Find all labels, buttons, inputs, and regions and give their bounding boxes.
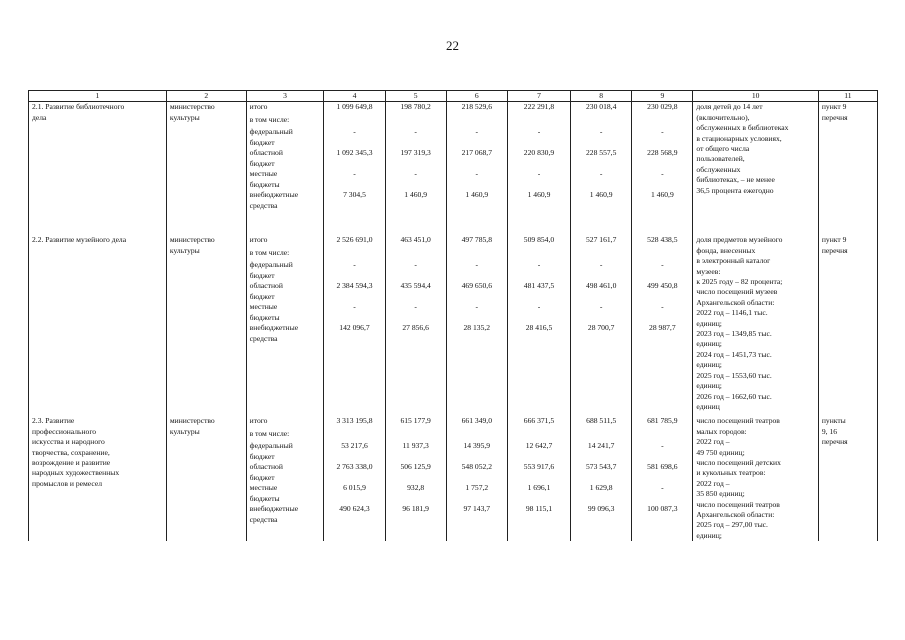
funding-amount: 1 099 649,8: [336, 102, 373, 112]
funding-amount: [635, 115, 689, 127]
funding-amount: 581 698,6: [647, 462, 678, 472]
list-reference-line: пункт 9: [821, 102, 847, 112]
funding-amount-column: [571, 102, 632, 212]
funding-source-line: итого: [249, 416, 268, 426]
funding-source-label: [250, 462, 321, 483]
funding-amount: 527 161,7: [586, 235, 617, 245]
funding-amount-column: [324, 235, 385, 412]
funding-amount: -: [475, 260, 479, 270]
funding-amount: 666 371,5: [523, 416, 555, 426]
funding-amount: 53 217,6: [341, 441, 368, 451]
funding-source-label: [250, 115, 321, 127]
target-indicator-line: единиц: [696, 401, 720, 411]
table-row: [29, 102, 878, 212]
column-number-header: 5: [385, 91, 446, 102]
funding-source-label: [250, 260, 321, 281]
funding-amount: 6 015,9: [343, 483, 366, 493]
target-indicator-line: Архангельской области:: [696, 297, 775, 307]
column-number-header: 9: [632, 91, 693, 102]
funding-amount: [574, 429, 628, 441]
activity-name-line: искусства и народного: [32, 437, 105, 447]
activity-name-line: промыслов и ремесел: [32, 478, 102, 488]
column-number-header: 7: [507, 91, 570, 102]
funding-amount: 28 135,2: [463, 323, 491, 333]
list-reference-line: перечня: [821, 437, 848, 447]
column-number-header: 3: [246, 91, 324, 102]
spacer-cell: [693, 211, 818, 235]
column-number-header: 1: [29, 91, 167, 102]
funding-source-line: областной: [249, 462, 283, 472]
funding-amount: 1 696,1: [527, 483, 551, 493]
funding-amount: 681 785,9: [647, 416, 678, 426]
activity-name: [29, 102, 167, 212]
funding-amount-column: [507, 416, 570, 541]
activity-name-line: народных художественных: [32, 468, 120, 478]
funding-source-line: областной: [249, 281, 283, 291]
funding-source-line: бюджет: [249, 472, 275, 482]
funding-amount: 12 642,7: [525, 441, 553, 451]
funding-amount: -: [661, 169, 664, 179]
page-number: 22: [446, 38, 459, 53]
funding-amount: 28 987,7: [649, 323, 676, 333]
funding-amount-column: [632, 416, 693, 541]
funding-amount: 28 416,5: [525, 323, 553, 333]
funding-amount: -: [475, 302, 479, 312]
spacer-cell: [246, 211, 324, 235]
funding-source-label: [250, 190, 321, 211]
funding-amount: 1 460,9: [589, 190, 613, 200]
funding-source-line: федеральный: [249, 260, 293, 270]
activity-name: [29, 235, 167, 412]
list-reference: [818, 235, 877, 412]
funding-source-line: федеральный: [249, 127, 293, 137]
funding-amount: -: [661, 483, 664, 493]
funding-amount: 222 291,8: [523, 102, 555, 112]
funding-source-cell: [246, 416, 324, 541]
target-indicator-line: 2025 год – 297,00 тыс.: [696, 520, 768, 530]
activity-name-line: 2.1. Развитие библиотечного: [32, 102, 125, 112]
funding-amount: [327, 115, 381, 127]
funding-amount: 228 568,9: [647, 148, 678, 158]
funding-amount: 1 460,9: [527, 190, 551, 200]
funding-amount: 688 511,5: [586, 416, 617, 426]
list-reference: [818, 102, 877, 212]
funding-source-label: [250, 148, 321, 169]
funding-source-label: [250, 416, 321, 429]
funding-amount: [389, 429, 443, 441]
funding-amount: 2 384 594,3: [336, 281, 373, 291]
funding-amount: [511, 429, 567, 441]
spacer-cell: [29, 211, 167, 235]
column-number-header: 8: [571, 91, 632, 102]
funding-source-line: внебюджетные: [249, 504, 299, 514]
funding-amount: 1 757,2: [465, 483, 489, 493]
target-indicator-line: Архангельской области:: [696, 509, 775, 519]
target-indicator-line: (включительно),: [696, 112, 750, 122]
funding-amount: 1 092 345,3: [336, 148, 373, 158]
funding-amount: -: [537, 302, 541, 312]
funding-amount: -: [475, 127, 479, 137]
spacer-cell: [324, 211, 385, 235]
funding-amount: 932,8: [407, 483, 425, 493]
executor-line: культуры: [169, 112, 200, 122]
target-indicator: [693, 102, 818, 212]
funding-amount: [635, 429, 689, 441]
funding-amount: 661 349,0: [461, 416, 492, 426]
funding-amount: 573 543,7: [586, 462, 617, 472]
target-indicator-line: 2026 год – 1662,60 тыс.: [696, 391, 772, 401]
funding-source-line: местные: [249, 483, 278, 493]
funding-amount: 96 181,9: [402, 504, 429, 514]
target-indicator-line: 36,5 процента ежегодно: [696, 185, 774, 195]
funding-source-line: в том числе:: [249, 115, 290, 125]
spacer-cell: [166, 211, 246, 235]
target-indicator-line: единиц;: [696, 318, 722, 328]
funding-amount: 435 594,4: [400, 281, 431, 291]
target-indicator-line: доля детей до 14 лет: [696, 102, 763, 112]
funding-source-label: [250, 504, 321, 525]
activity-name-line: 2.3. Развитие: [32, 416, 75, 426]
funding-amount: [450, 115, 504, 127]
target-indicator-line: 2023 год – 1349,85 тыс.: [696, 329, 772, 339]
list-reference-line: пункт 9: [821, 235, 847, 245]
funding-source-line: внебюджетные: [249, 323, 299, 333]
column-number-header: 6: [446, 91, 507, 102]
target-indicator-line: 49 750 единиц;: [696, 447, 745, 457]
funding-source-line: средства: [249, 514, 278, 524]
funding-amount: 499 450,8: [647, 281, 678, 291]
funding-amount: 2 763 338,0: [336, 462, 373, 472]
funding-source-line: бюджет: [249, 158, 275, 168]
target-indicator-line: обслуженных: [696, 164, 741, 174]
funding-amount: 528 438,5: [647, 235, 678, 245]
funding-amount-column: [324, 416, 385, 541]
budget-table-container: [28, 90, 878, 541]
executor: [166, 416, 246, 541]
target-indicator-line: 2024 год – 1451,73 тыс.: [696, 349, 772, 359]
target-indicator-line: число посещений детских: [696, 457, 781, 467]
funding-amount: 506 125,9: [400, 462, 431, 472]
funding-source-cell: [246, 235, 324, 412]
target-indicator-line: единиц;: [696, 339, 722, 349]
spacer-cell: [446, 211, 507, 235]
target-indicator-line: 2022 год –: [696, 437, 730, 447]
funding-amount: -: [599, 127, 603, 137]
funding-amount: 230 018,4: [586, 102, 617, 112]
funding-amount: 498 461,0: [586, 281, 617, 291]
funding-amount: -: [537, 169, 541, 179]
funding-source-line: итого: [249, 102, 268, 112]
target-indicator-line: музеев:: [696, 266, 721, 276]
funding-amount-column: [385, 235, 446, 412]
funding-amount-column: [507, 102, 570, 212]
funding-source-label: [250, 102, 321, 115]
target-indicator-line: единиц;: [696, 530, 722, 540]
funding-source-line: бюджет: [249, 291, 275, 301]
target-indicator-line: и кукольных театров:: [696, 468, 766, 478]
funding-amount: 3 313 195,8: [336, 416, 373, 426]
funding-amount: [574, 248, 628, 260]
target-indicator-line: к 2025 году – 82 процента;: [696, 277, 783, 287]
executor: [166, 235, 246, 412]
funding-source-label: [250, 235, 321, 248]
funding-amount: 197 319,3: [400, 148, 431, 158]
funding-amount: [327, 429, 381, 441]
target-indicator-line: пользователей,: [696, 154, 745, 164]
spacer-cell: [507, 211, 570, 235]
activity-name-line: творчества, сохранение,: [32, 447, 110, 457]
funding-source-line: бюджет: [249, 451, 275, 461]
funding-amount: [511, 248, 567, 260]
funding-amount: 28 700,7: [587, 323, 615, 333]
funding-source-label: [250, 483, 321, 504]
funding-amount: -: [353, 302, 356, 312]
target-indicator-line: 2025 год – 1553,60 тыс.: [696, 370, 772, 380]
target-indicator: [693, 235, 818, 412]
funding-source-label: [250, 248, 321, 260]
funding-amount-column: [446, 235, 507, 412]
funding-amount: -: [414, 302, 417, 312]
funding-amount: 469 650,6: [461, 281, 492, 291]
funding-amount: 217 068,7: [461, 148, 492, 158]
funding-amount-column: [385, 416, 446, 541]
funding-source-label: [250, 302, 321, 323]
funding-source-line: в том числе:: [249, 248, 290, 258]
funding-amount-column: [385, 102, 446, 212]
funding-amount: -: [414, 169, 417, 179]
funding-amount: [389, 248, 443, 260]
funding-amount: -: [661, 441, 664, 451]
spacer-cell: [632, 211, 693, 235]
funding-amount: 100 087,3: [647, 504, 678, 514]
funding-amount: 548 052,2: [461, 462, 492, 472]
funding-amount: 97 143,7: [463, 504, 491, 514]
funding-amount: -: [661, 302, 664, 312]
funding-amount: 1 460,9: [650, 190, 674, 200]
column-number-header: 11: [818, 91, 877, 102]
funding-source-line: внебюджетные: [249, 190, 299, 200]
executor-line: министерство: [169, 102, 215, 112]
funding-amount: 1 629,8: [589, 483, 613, 493]
funding-amount: 1 460,9: [465, 190, 489, 200]
funding-amount: -: [537, 127, 541, 137]
target-indicator-line: в электронный каталог: [696, 256, 771, 266]
spacer-cell: [818, 211, 877, 235]
funding-amount: [511, 115, 567, 127]
activity-name-line: 2.2. Развитие музейного дела: [32, 235, 127, 245]
funding-source-line: местные: [249, 169, 278, 179]
funding-source-label: [250, 127, 321, 148]
funding-amount: 198 780,2: [400, 102, 431, 112]
funding-amount: -: [353, 169, 356, 179]
funding-source-line: бюджеты: [249, 493, 280, 503]
funding-amount: -: [414, 127, 417, 137]
target-indicator-line: 35 850 единиц;: [696, 489, 745, 499]
funding-amount: -: [599, 169, 603, 179]
funding-source-label: [250, 441, 321, 462]
column-number-header: 4: [324, 91, 385, 102]
funding-amount-column: [571, 235, 632, 412]
executor: [166, 102, 246, 212]
funding-amount: 98 115,1: [525, 504, 553, 514]
target-indicator-line: единиц;: [696, 381, 722, 391]
column-number-row: [29, 91, 878, 102]
funding-amount: 553 917,6: [523, 462, 555, 472]
funding-amount: 142 096,7: [339, 323, 370, 333]
spacer-cell: [385, 211, 446, 235]
funding-amount: -: [353, 127, 356, 137]
list-reference: [818, 416, 877, 541]
target-indicator-line: число посещений театров: [696, 499, 780, 509]
funding-source-line: бюджет: [249, 270, 275, 280]
funding-amount: [574, 115, 628, 127]
funding-amount: -: [414, 260, 417, 270]
funding-source-label: [250, 169, 321, 190]
funding-amount: -: [661, 127, 664, 137]
target-indicator: [693, 416, 818, 541]
funding-amount: 230 029,8: [647, 102, 678, 112]
funding-amount: [635, 248, 689, 260]
funding-amount-column: [632, 102, 693, 212]
funding-amount: 220 830,9: [523, 148, 555, 158]
funding-amount: 490 624,3: [339, 504, 370, 514]
funding-amount: -: [599, 260, 603, 270]
funding-amount-column: [446, 416, 507, 541]
funding-amount: 14 395,9: [463, 441, 491, 451]
table-row: [29, 235, 878, 412]
list-reference-line: 9, 16: [821, 426, 838, 436]
funding-amount: 497 785,8: [461, 235, 492, 245]
funding-source-line: бюджеты: [249, 179, 280, 189]
target-indicator-line: 2022 год –: [696, 478, 730, 488]
funding-amount-column: [507, 235, 570, 412]
funding-source-line: местные: [249, 302, 278, 312]
funding-amount: -: [353, 260, 356, 270]
funding-source-line: средства: [249, 333, 278, 343]
funding-amount: 7 304,5: [343, 190, 366, 200]
funding-amount: [327, 248, 381, 260]
executor-line: министерство: [169, 235, 215, 245]
funding-amount: 27 856,6: [402, 323, 429, 333]
funding-amount-column: [446, 102, 507, 212]
funding-amount: 1 460,9: [404, 190, 428, 200]
funding-amount: -: [661, 260, 664, 270]
funding-amount: -: [599, 302, 603, 312]
funding-amount: -: [475, 169, 479, 179]
target-indicator-line: обслуженных в библиотеках: [696, 123, 789, 133]
section-spacer: [29, 211, 878, 235]
funding-source-label: [250, 281, 321, 302]
executor-line: министерство: [169, 416, 215, 426]
funding-amount: 2 526 691,0: [336, 235, 373, 245]
target-indicator-line: доля предметов музейного: [696, 235, 783, 245]
target-indicator-line: число посещений театров: [696, 416, 780, 426]
activity-name: [29, 416, 167, 541]
executor-line: культуры: [169, 245, 200, 255]
funding-source-line: федеральный: [249, 441, 293, 451]
list-reference-line: перечня: [821, 112, 848, 122]
funding-amount-column: [632, 235, 693, 412]
funding-amount: 228 557,5: [586, 148, 617, 158]
executor-line: культуры: [169, 426, 200, 436]
funding-amount: 481 437,5: [523, 281, 555, 291]
funding-amount-column: [571, 416, 632, 541]
target-indicator-line: фонда, внесенных: [696, 245, 756, 255]
target-indicator-line: от общего числа: [696, 144, 750, 154]
funding-amount: [450, 429, 504, 441]
target-indicator-line: библиотеках, – не менее: [696, 175, 775, 185]
funding-source-line: в том числе:: [249, 429, 290, 439]
spacer-cell: [571, 211, 632, 235]
funding-source-line: средства: [249, 200, 278, 210]
funding-amount: -: [537, 260, 541, 270]
list-reference-line: перечня: [821, 245, 848, 255]
funding-source-label: [250, 323, 321, 344]
funding-amount: [450, 248, 504, 260]
funding-source-line: бюджет: [249, 137, 275, 147]
target-indicator-line: в стационарных условиях,: [696, 133, 782, 143]
funding-amount-column: [324, 102, 385, 212]
activity-name-line: профессионального: [32, 426, 97, 436]
funding-amount: 463 451,0: [400, 235, 431, 245]
target-indicator-line: число посещений музеев: [696, 287, 778, 297]
funding-source-line: областной: [249, 148, 283, 158]
funding-source-cell: [246, 102, 324, 212]
list-reference-line: пункты: [821, 416, 846, 426]
budget-table: [28, 90, 878, 541]
table-row: [29, 416, 878, 541]
table-body: [29, 102, 878, 541]
funding-source-label: [250, 429, 321, 441]
column-number-header: 2: [166, 91, 246, 102]
funding-amount: [389, 115, 443, 127]
funding-source-line: бюджеты: [249, 312, 280, 322]
funding-amount: 615 177,9: [400, 416, 431, 426]
activity-name-line: дела: [32, 112, 47, 122]
funding-amount: 14 241,7: [587, 441, 615, 451]
activity-name-line: возрождение и развитие: [32, 457, 111, 467]
target-indicator-line: малых городов:: [696, 426, 747, 436]
funding-source-line: итого: [249, 235, 268, 245]
funding-amount: 11 937,3: [402, 441, 429, 451]
funding-amount: 99 096,3: [587, 504, 615, 514]
funding-amount: 509 854,0: [523, 235, 555, 245]
funding-amount: 218 529,6: [461, 102, 492, 112]
target-indicator-line: единиц;: [696, 360, 722, 370]
column-number-header: 10: [693, 91, 818, 102]
target-indicator-line: 2022 год – 1146,1 тыс.: [696, 308, 768, 318]
